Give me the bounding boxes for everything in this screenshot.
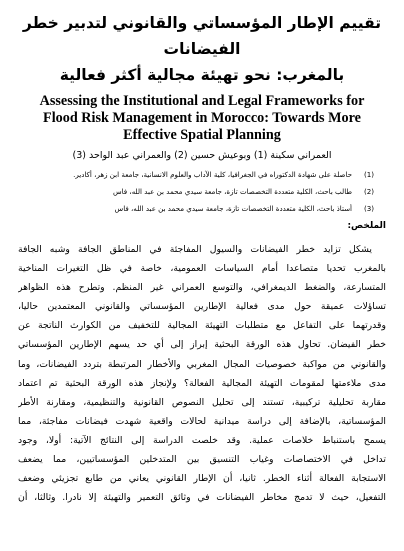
abstract-line: تداخل في الاختصاصات وغياب التنسيق بين المتدخلين المؤسساتيين، مما يضعف	[18, 454, 386, 466]
arabic-title-line-1: تقييم الإطار المؤسساتي والقانوني لتدبير خطر الفيضانات	[22, 14, 382, 58]
abstract-body	[14, 240, 390, 507]
abstract-line: وقدرتهما على التفاعل مع متطلبات التهيئة المجالية للتخفيف من الكوارث الناتجة عن	[18, 320, 386, 332]
english-title	[14, 93, 390, 144]
abstract-line: المتسارعة، والضغط الديمغرافي، والتوسع العمراني غير المنظم. وتطرح هذه الظواهر	[18, 282, 386, 294]
summary-heading: الملخص:	[347, 221, 386, 231]
abstract-line: والقانوني من مواكبة خصوصيات المجال المغربي والأخطار المرتبطة بتردد الفيضانات، وما	[18, 358, 386, 370]
english-title-line-1: Assessing the Institutional and Legal Frameworks for	[39, 93, 365, 109]
arabic-title-line-2: بالمغرب: نحو تهيئة مجالية أكثر فعالية	[59, 66, 345, 84]
affiliation-number: (2)	[363, 187, 375, 196]
abstract-line: المؤسساتية، بالإضافة إلى دراسة ميدانية لحالات واقعية شهدت فيضانات مفاجئة، مما	[18, 415, 386, 427]
english-title-line-3: Effective Spatial Planning	[123, 127, 281, 143]
abstract-line: يسمح باستنباط خلاصات عملية. وقد خلصت الدراسة إلى النتائج الآتية: أولا، وجود	[18, 434, 386, 446]
affiliation-text: طالب باحث، الكلية متعددة التخصصات تازة، جامعة سيدي محمد بن عبد الله، فاس	[112, 187, 352, 196]
affiliation-3	[14, 200, 376, 217]
english-title-line-2: Flood Risk Management in Morocco: Towards More	[43, 110, 361, 126]
abstract-line: مقاربة تحليلية تركيبية، تستند إلى تحليل النصوص القانونية والتنظيمية، ومقارنة الأطر	[18, 396, 386, 408]
abstract-line: التفعيل، حيث لا تدمج مخاطر الفيضانات في وثائق التعمير والتهيئة إلا نادرا. وثالثا، أن	[18, 492, 386, 504]
abstract-paragraph	[18, 240, 386, 507]
affiliation-number: (3)	[363, 204, 375, 213]
affiliation-text: أستاذ باحث، الكلية متعددة التخصصات تازة، جامعة سيدي محمد بن عبد الله، فاس	[114, 204, 352, 213]
abstract-line: مدى ملاءمتها لمقومات التهيئة المجالية الفعالة؟ ولإنجاز هذه الورقة البحثية تم اعتماد	[18, 377, 386, 389]
abstract-line: تساؤلات عميقة حول مدى فعالية الإطارين المؤسساتي والقانوني المعتمدين حاليا،	[18, 301, 386, 313]
authors-line: العمراني سكينة (1) وبوعيش حسين (2) والعمراني عبد الواحد (3)	[72, 150, 332, 161]
abstract-line: الاستجابة الفعالة أثناء الخطر. ثانيا، أن الإطار القانوني يعاني من طابع تجزيئي وضعف	[18, 473, 386, 485]
affiliation-text: حاصلة على شهادة الدكتوراه في الجغرافيا، كلية الآداب والعلوم الانسانية، جامعة ابن زهر، أكادير.	[73, 170, 352, 179]
abstract-line: يشكل تزايد خطر الفيضانات والسيول المفاجئة في المناطق الجافة وشبه الجافة	[18, 244, 372, 255]
abstract-line: خطر الفيضان. تحاول هذه الورقة البحثية إبراز إلى أي حد يسهم الإطارين المؤسساتي	[18, 339, 386, 351]
abstract-line: بالمغرب تحديا متصاعدا أمام السياسات العمومية، خاصة في ظل التغيرات المناخية	[18, 263, 386, 275]
arabic-title	[14, 10, 390, 88]
affiliation-2	[14, 183, 376, 200]
affiliations	[14, 166, 390, 217]
affiliation-1	[14, 166, 376, 183]
affiliation-number: (1)	[363, 170, 375, 179]
